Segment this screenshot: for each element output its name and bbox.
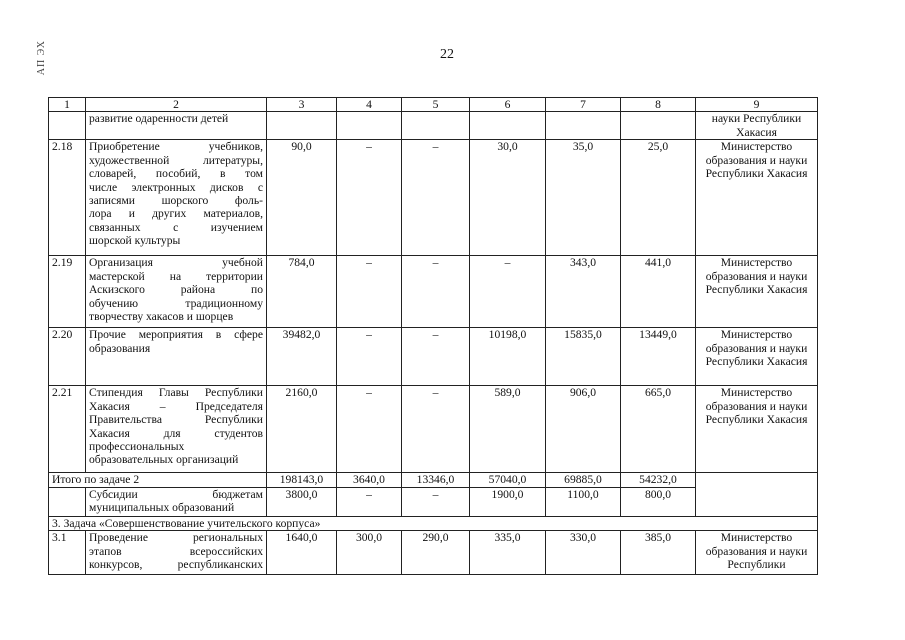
cell-value: 25,0: [621, 140, 696, 256]
cell-value: –: [402, 328, 470, 386]
cell-executor: Министерство образования и науки Республики Хакасия: [696, 140, 818, 256]
cell-value: 1100,0: [546, 487, 621, 516]
cell-value: 665,0: [621, 386, 696, 473]
col-header: 6: [470, 98, 546, 112]
cell-value: 441,0: [621, 256, 696, 328]
cell-value: 1640,0: [267, 531, 337, 575]
cell-value: –: [337, 328, 402, 386]
cell-name: развитие одаренности детей: [86, 112, 267, 140]
table-row: [49, 386, 818, 473]
cell-value: –: [337, 256, 402, 328]
col-header: 4: [337, 98, 402, 112]
cell-name: Прочие мероприятия в сфере образования: [86, 328, 267, 386]
cell-no: 2.20: [49, 328, 86, 386]
task3-heading: 3. Задача «Совершенствование учительского корпуса»: [49, 516, 818, 530]
cell-value: 784,0: [267, 256, 337, 328]
cell-name: Субсидии бюджетам муниципальных образований: [86, 487, 267, 516]
table-row: [49, 256, 818, 328]
col-header: 1: [49, 98, 86, 112]
cell-executor: [696, 473, 818, 516]
cell-value: 90,0: [267, 140, 337, 256]
col-header: 9: [696, 98, 818, 112]
cell-no: 2.18: [49, 140, 86, 256]
table-row: [49, 531, 818, 575]
cell-value: 2160,0: [267, 386, 337, 473]
cell-no: [49, 112, 86, 140]
cell-value: –: [402, 140, 470, 256]
cell-value: –: [337, 487, 402, 516]
col-header: 5: [402, 98, 470, 112]
cell-no: 2.21: [49, 386, 86, 473]
cell-value: 10198,0: [470, 328, 546, 386]
cell-name: Проведение региональных этапов всероссийских конкурсов, республиканских: [86, 531, 267, 575]
cell-name: Приобретение учебников, художественной литературы, словарей, пособий, в том числе электронных дисков с записями шорского фоль- лора и других материалов, связанных с изучением шорской культуры: [86, 140, 267, 256]
cell-value: 3640,0: [337, 473, 402, 487]
table-row: [49, 140, 818, 256]
col-header: 2: [86, 98, 267, 112]
cell-value: 15835,0: [546, 328, 621, 386]
cell-value: –: [402, 256, 470, 328]
cell-value: 57040,0: [470, 473, 546, 487]
col-header: 8: [621, 98, 696, 112]
cell-value: –: [402, 487, 470, 516]
cell-no: 2.19: [49, 256, 86, 328]
cell-no: [49, 487, 86, 516]
cell-executor: Министерство образования и науки Республики: [696, 531, 818, 575]
total-row: [49, 473, 818, 487]
total-label: Итого по задаче 2: [49, 473, 267, 487]
cell-value: 1900,0: [470, 487, 546, 516]
cell-value: 13346,0: [402, 473, 470, 487]
table-header-row: [49, 98, 818, 112]
cell-executor: Министерство образования и науки Республики Хакасия: [696, 328, 818, 386]
cell-value: 330,0: [546, 531, 621, 575]
cell-value: 3800,0: [267, 487, 337, 516]
cell-value: 343,0: [546, 256, 621, 328]
cell-value: –: [337, 140, 402, 256]
cell-value: 13449,0: [621, 328, 696, 386]
page-number: 22: [440, 47, 454, 62]
cell-value: 589,0: [470, 386, 546, 473]
cell-value: 54232,0: [621, 473, 696, 487]
budget-table: [48, 97, 818, 575]
cell-executor: Министерство образования и науки Республики Хакасия: [696, 256, 818, 328]
cell-value: 300,0: [337, 531, 402, 575]
cell-value: –: [337, 386, 402, 473]
cell-name: Стипендия Главы Республики Хакасия – Председателя Правительства Республики Хакасия для студентов профессиональных образовательных организаций: [86, 386, 267, 473]
cell-value: 335,0: [470, 531, 546, 575]
cell-value: –: [402, 386, 470, 473]
col-header: 3: [267, 98, 337, 112]
cell-value: 69885,0: [546, 473, 621, 487]
cell-value: 35,0: [546, 140, 621, 256]
cell-executor: науки Республики Хакасия: [696, 112, 818, 140]
cell-value: 385,0: [621, 531, 696, 575]
table-row: [49, 328, 818, 386]
table-row: [49, 112, 818, 140]
cell-value: 39482,0: [267, 328, 337, 386]
side-margin-note: АП ЭХ: [36, 40, 47, 76]
cell-value: –: [470, 256, 546, 328]
cell-value: 800,0: [621, 487, 696, 516]
cell-name: Организация учебной мастерской на территории Аскизского района по обучению традиционному творчеству хакасов и шорцев: [86, 256, 267, 328]
cell-no: 3.1: [49, 531, 86, 575]
cell-value: 906,0: [546, 386, 621, 473]
cell-value: 198143,0: [267, 473, 337, 487]
cell-value: 30,0: [470, 140, 546, 256]
cell-executor: Министерство образования и науки Республики Хакасия: [696, 386, 818, 473]
section-header-row: [49, 516, 818, 530]
col-header: 7: [546, 98, 621, 112]
cell-value: 290,0: [402, 531, 470, 575]
